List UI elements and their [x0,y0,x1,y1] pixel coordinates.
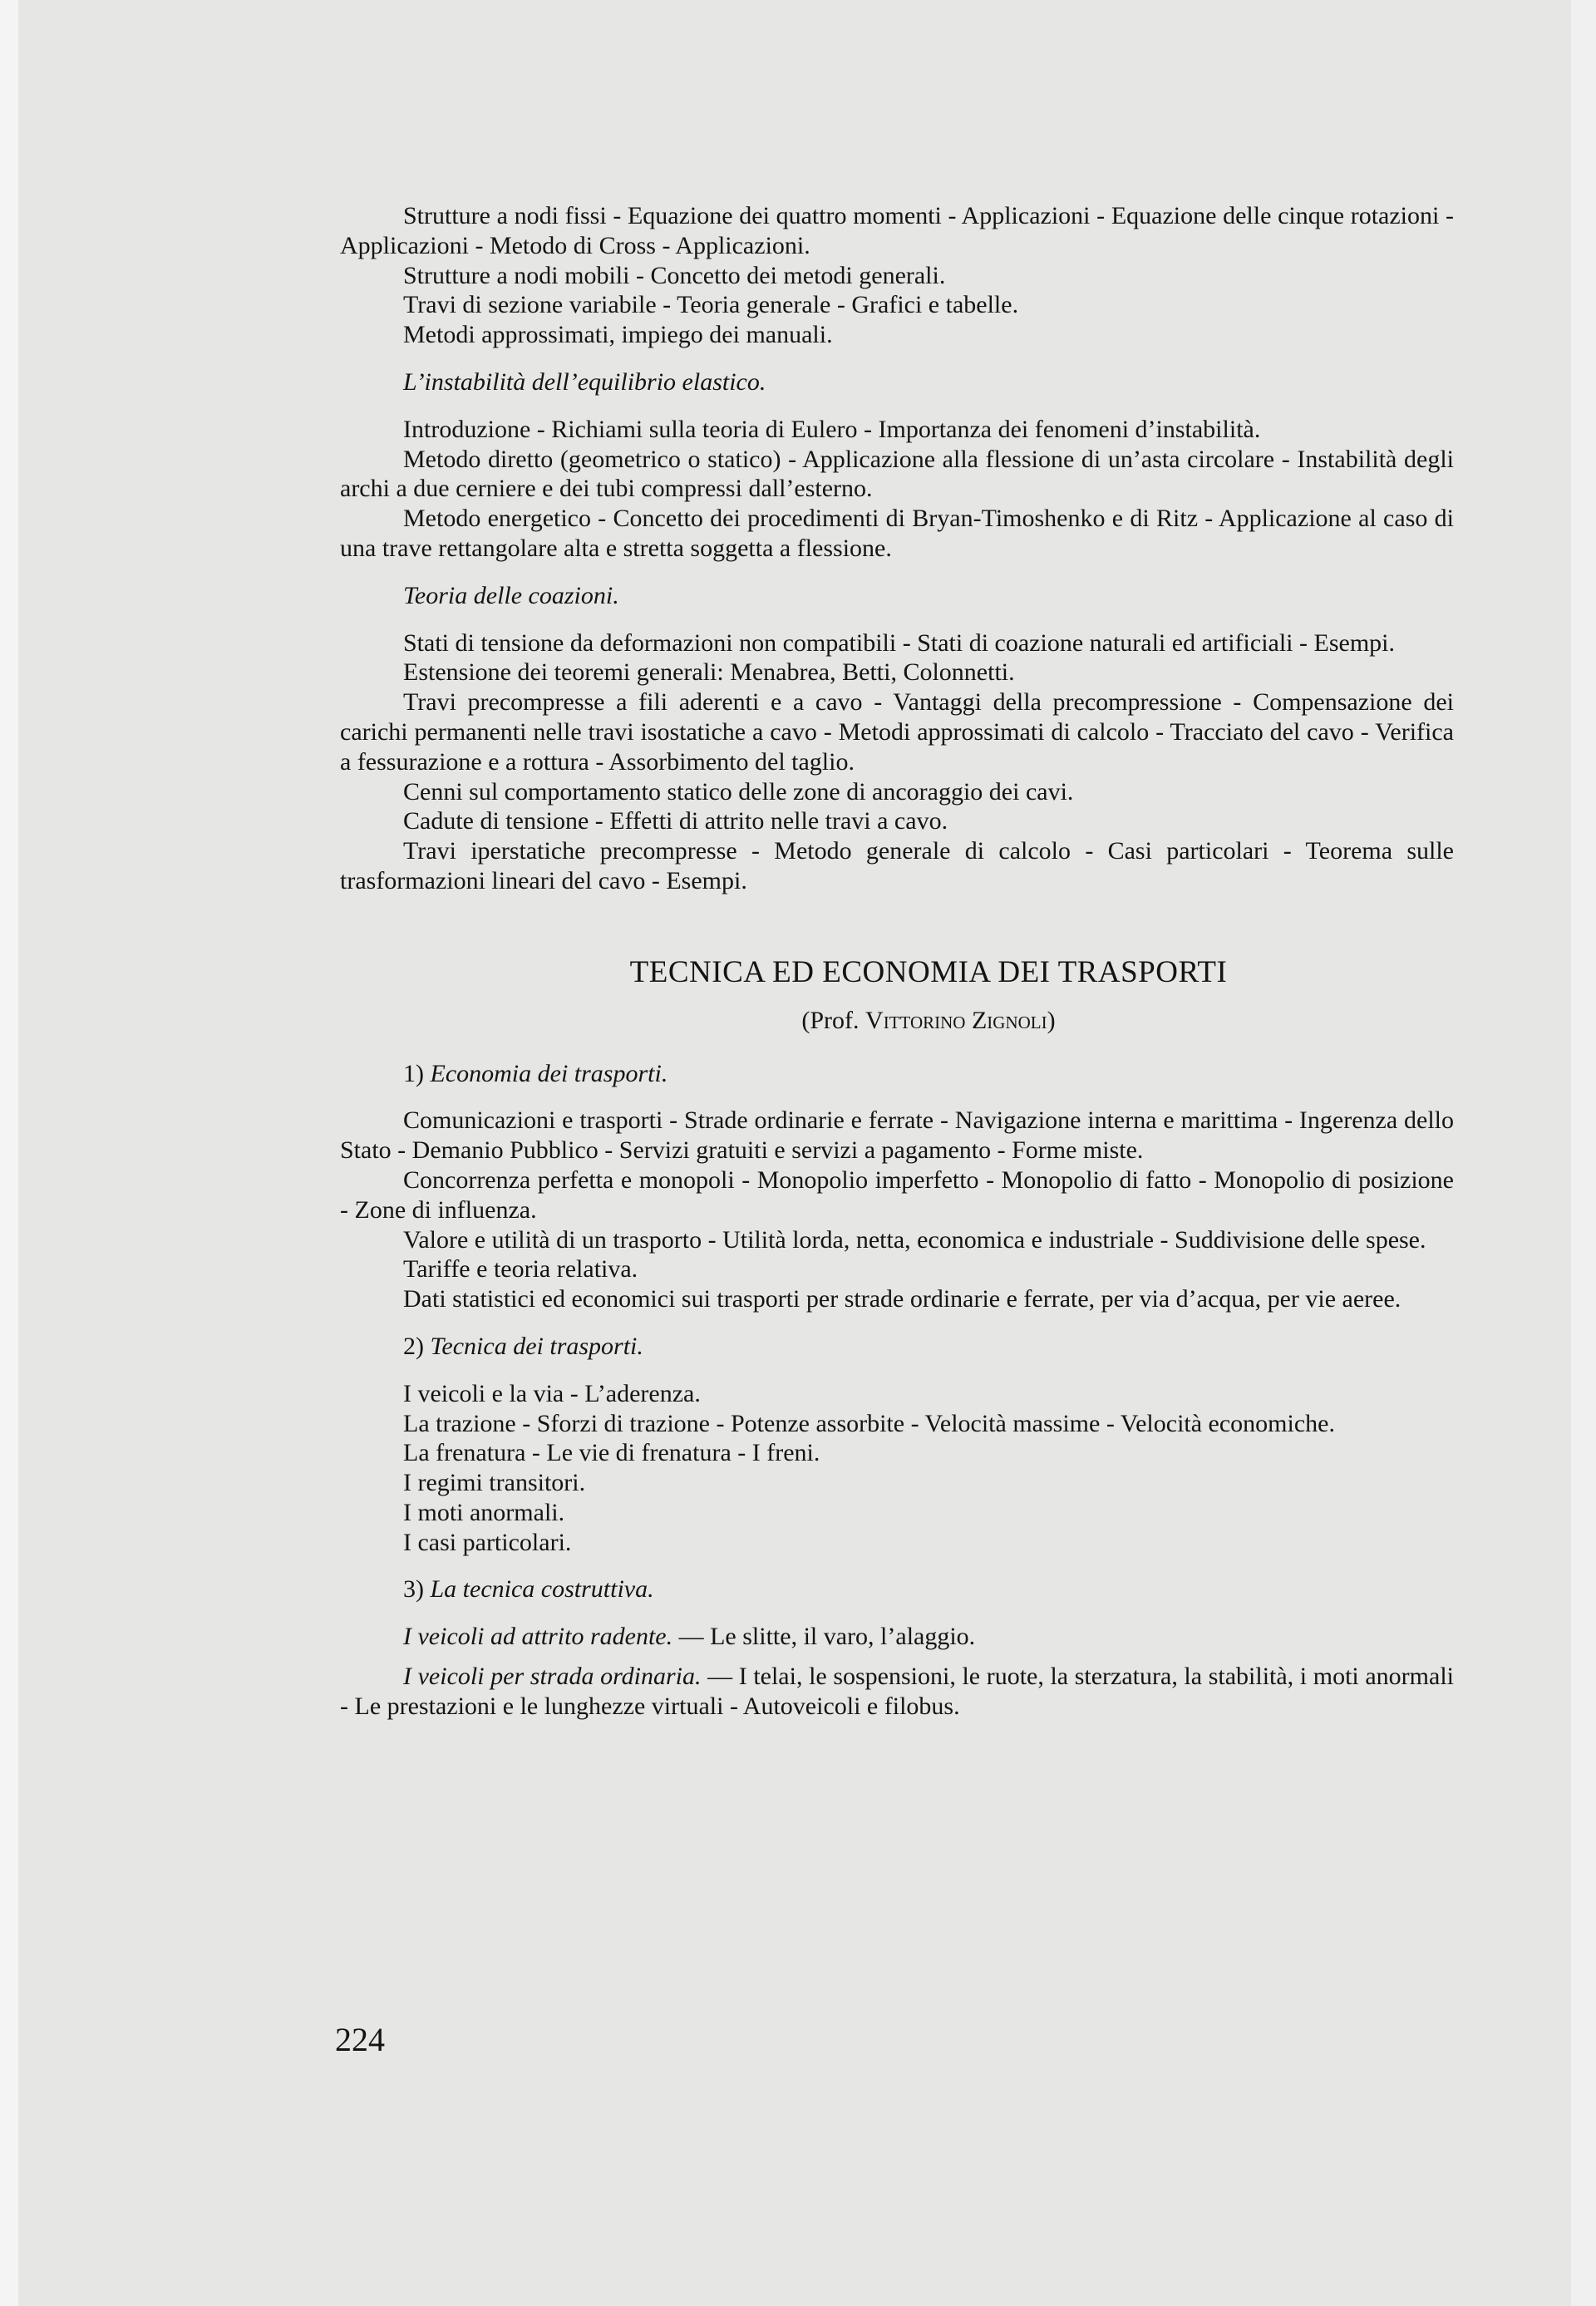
paragraph: Tariffe e teoria relativa. [403,1255,638,1284]
paragraph: Introduzione - Richiami sulla teoria di Eulero - Importanza dei fenomeni d’instabilità. [403,415,1261,443]
paragraph: I moti anormali. [403,1498,565,1526]
item-text: — Le slitte, il varo, l’alaggio. [672,1623,976,1651]
section-heading: L’instabilità dell’equilibrio elastico. [403,367,766,396]
paragraph: I veicoli e la via - L’aderenza. [403,1379,701,1407]
paragraph: I regimi transitori. [403,1469,586,1497]
paragraph: Travi iperstatiche precompresse - Metodo generale di calcolo - Casi particolari - Teorema sulle trasformazioni lineari del cavo - Esempi. [340,837,1454,894]
paragraph: Concorrenza perfetta e monopoli - Monopolio imperfetto - Monopolio di fatto - Monopolio di posizione - Zone di influenza. [340,1165,1454,1224]
paragraph: Cadute di tensione - Effetti di attrito nelle travi a cavo. [403,807,948,835]
page-number: 224 [335,2021,385,2058]
paragraph: La frenatura - Le vie di frenatura - I freni. [403,1439,820,1467]
paragraph: Estensione dei teoremi generali: Menabrea, Betti, Colonnetti. [403,658,1015,687]
paragraph: Valore e utilità di un trasporto - Utilità lorda, netta, economica e industriale - Suddivisione delle spese. [403,1225,1426,1254]
course-professor [340,1006,1454,1036]
professor-name: Vittorino Zignoli [865,1006,1047,1034]
paragraph: La trazione - Sforzi di trazione - Potenze assorbite - Velocità massime - Velocità economiche. [403,1409,1335,1437]
part-title: La tecnica costruttiva. [430,1575,654,1604]
paragraph: Metodo diretto (geometrico o statico) - Applicazione alla flessione di un’asta circolare - Instabilità degli archi a due cerniere e dei tubi compressi dall’esterno. [340,445,1454,503]
professor-suffix: ) [1047,1006,1056,1034]
paragraph: Travi precompresse a fili aderenti e a cavo - Vantaggi della precompressione - Compensazione dei carichi permanenti nelle travi isostatiche a cavo - Metodi approssimati di calcolo - Tracciato del cavo - Verifica a fessurazione e a rottura - Assorbimento del taglio. [340,688,1454,776]
part-number: 3) [403,1575,431,1604]
part-title: Tecnica dei trasporti. [430,1332,643,1360]
part-title: Economia dei trasporti. [430,1059,668,1087]
paragraph: I casi particolari. [403,1528,572,1556]
item-heading: I veicoli ad attrito radente. [403,1623,673,1651]
part-number: 2) [403,1332,431,1360]
paragraph [340,1662,1454,1722]
professor-prefix: (Prof. [801,1006,866,1034]
body-text [340,201,1454,1722]
paragraph: Strutture a nodi fissi - Equazione dei quattro momenti - Applicazioni - Equazione delle cinque rotazioni - Applicazioni - Metodo di Cross - Applicazioni. [340,202,1454,259]
paragraph: Strutture a nodi mobili - Concetto dei metodi generali. [403,261,946,289]
paragraph: Cenni sul comportamento statico delle zone di ancoraggio dei cavi. [403,777,1074,806]
section-heading: Teoria delle coazioni. [403,581,619,609]
item-text: — I telai, le sospensioni, le ruote, la sterzatura, la stabilità, i moti anormali - Le prestazioni e le lunghezze virtuali - Autoveicoli e filobus. [340,1663,1454,1720]
paragraph: Stati di tensione da deformazioni non compatibili - Stati di coazione naturali ed artificiali - Esempi. [403,628,1395,657]
part-heading [340,1059,1454,1089]
paragraph: Travi di sezione variabile - Teoria generale - Grafici e tabelle. [403,291,1019,319]
paragraph: Metodi approssimati, impiego dei manuali. [403,321,833,349]
course-title: TECNICA ED ECONOMIA DEI TRASPORTI [629,954,1228,989]
paragraph [340,1622,1454,1652]
paragraph: Comunicazioni e trasporti - Strade ordinarie e ferrate - Navigazione interna e marittima - Ingerenza dello Stato - Demanio Pubblico - Servizi gratuiti e servizi a pagamento - Forme miste. [340,1106,1454,1165]
part-number: 1) [403,1059,431,1087]
paragraph: Metodo energetico - Concetto dei procedimenti di Bryan-Timoshenko e di Ritz - Applicazione al caso di una trave rettangolare alta e stretta soggetta a flessione. [340,505,1454,562]
part-heading [340,1574,1454,1604]
item-heading: I veicoli per strada ordinaria. [403,1663,702,1691]
part-heading [340,1332,1454,1362]
paragraph: Dati statistici ed economici sui trasporti per strade ordinarie e ferrate, per via d’acqua, per vie aeree. [403,1285,1401,1313]
